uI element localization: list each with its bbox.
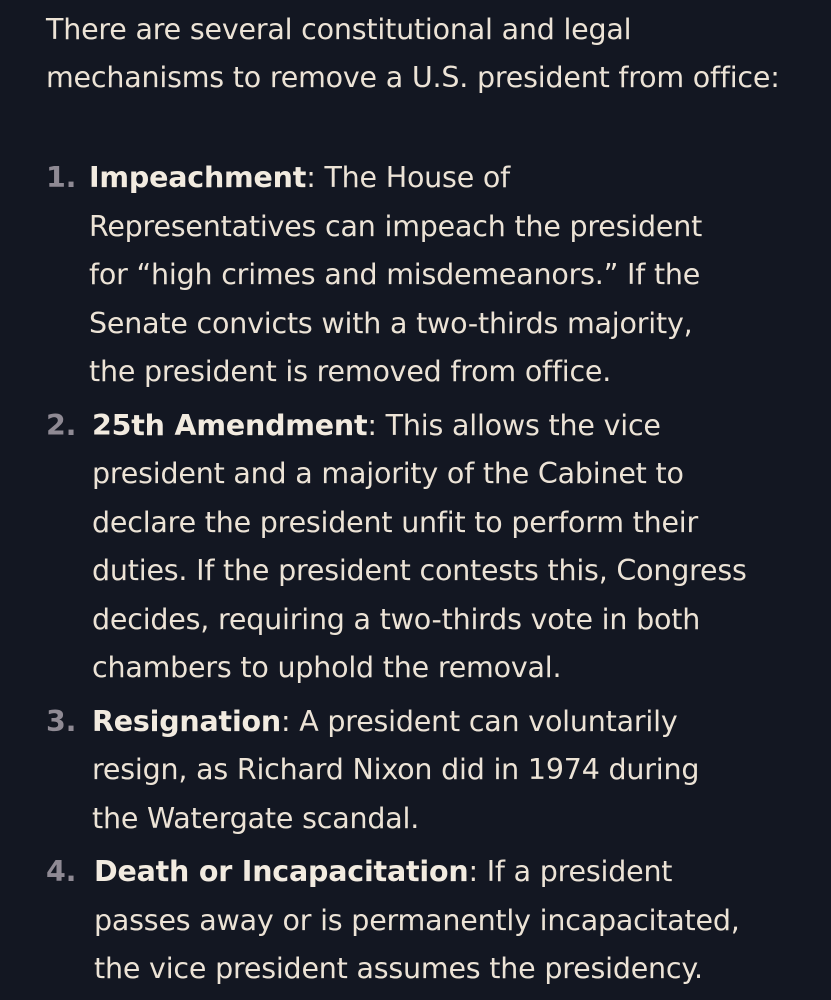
term-separator: : (306, 161, 316, 194)
list-item-description: If a president passes away or is permanently incapacitated, the vice president assumes the presidency. (94, 855, 740, 985)
term-separator: : (367, 408, 377, 442)
list-item-body (46, 698, 712, 844)
list-item-body (46, 154, 739, 397)
list-item-description: The House of Representatives can impeach the president for “high crimes and misdemeanors.” If the Senate convicts with a two-thirds majority, the president is removed from office. (89, 161, 703, 388)
chat-response (46, 0, 806, 999)
list-number: 3. (46, 704, 77, 738)
list-item-term: Resignation (92, 704, 281, 738)
list-item-term: Death or Incapacitation (94, 855, 469, 888)
list-item-25th-amendment (46, 402, 806, 693)
list-item-resignation (46, 698, 806, 844)
list-item-death-or-incapacitation (46, 848, 806, 994)
list-item-term: Impeachment (89, 161, 307, 194)
removal-mechanisms-list (46, 154, 806, 994)
list-item-body (46, 848, 749, 994)
list-item-body (46, 402, 762, 693)
term-separator: : (281, 704, 291, 738)
intro-paragraph: There are several constitutional and legal mechanisms to remove a U.S. president from office: (46, 13, 780, 94)
list-number: 4. (46, 855, 77, 888)
term-separator: : (468, 855, 478, 888)
list-item-impeachment (46, 154, 806, 397)
list-number: 2. (46, 408, 77, 442)
list-item-description: A president can voluntarily resign, as Richard Nixon did in 1974 during the Watergate scandal. (92, 704, 700, 835)
list-item-term: 25th Amendment (92, 408, 368, 442)
list-number: 1. (46, 161, 77, 194)
list-item-description: This allows the vice president and a majority of the Cabinet to declare the president unfit to perform their duties. If the president contests this, Congress decides, requiring a two-thirds vote in both chambers to uphold the removal. (92, 408, 747, 684)
